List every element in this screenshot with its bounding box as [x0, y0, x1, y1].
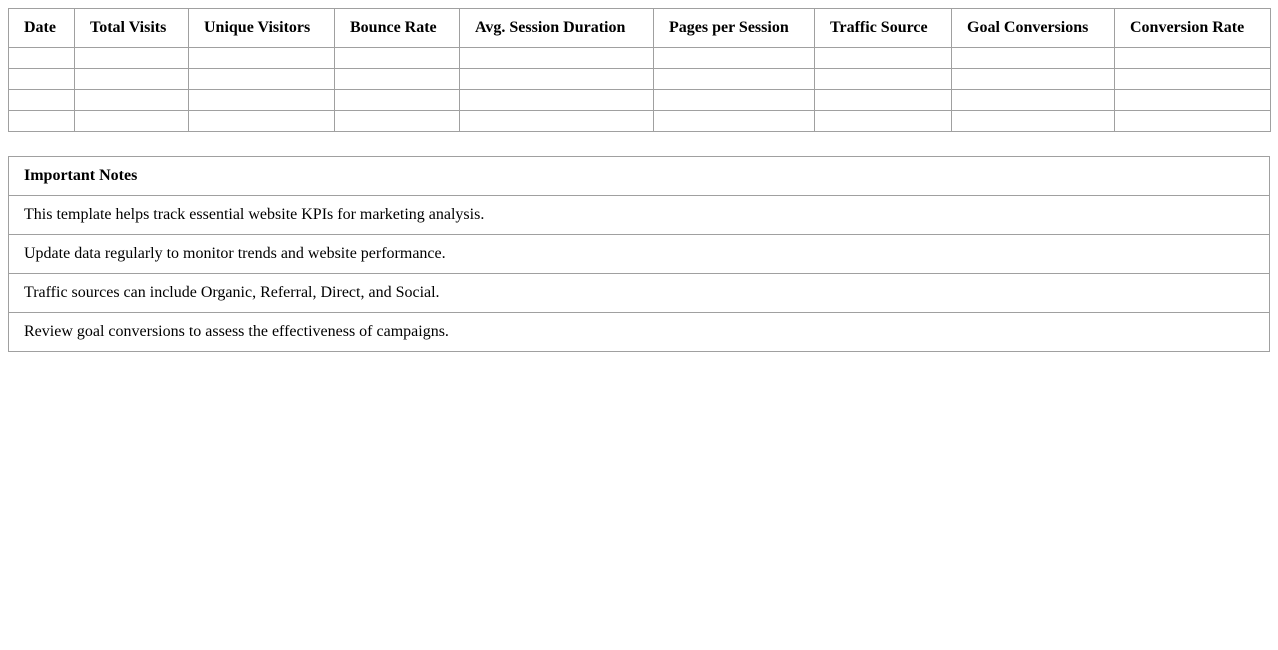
note-row	[9, 313, 1270, 352]
notes-header-row	[9, 157, 1270, 196]
table-cell[interactable]	[335, 111, 460, 132]
table-cell[interactable]	[460, 48, 654, 69]
table-cell[interactable]	[75, 111, 189, 132]
table-cell[interactable]	[952, 48, 1115, 69]
table-cell[interactable]	[9, 90, 75, 111]
table-cell[interactable]	[189, 48, 335, 69]
column-header-avg-session-duration: Avg. Session Duration	[460, 9, 654, 48]
column-header-pages-per-session: Pages per Session	[654, 9, 815, 48]
table-cell[interactable]	[335, 90, 460, 111]
table-cell[interactable]	[1115, 111, 1271, 132]
table-cell[interactable]	[952, 111, 1115, 132]
table-cell[interactable]	[9, 69, 75, 90]
column-header-unique-visitors: Unique Visitors	[189, 9, 335, 48]
table-cell[interactable]	[189, 111, 335, 132]
table-cell[interactable]	[815, 48, 952, 69]
table-header-row	[9, 9, 1271, 48]
note-row	[9, 196, 1270, 235]
table-cell[interactable]	[815, 90, 952, 111]
column-header-total-visits: Total Visits	[75, 9, 189, 48]
table-cell[interactable]	[75, 90, 189, 111]
table-cell[interactable]	[1115, 90, 1271, 111]
table-row	[9, 69, 1271, 90]
table-cell[interactable]	[335, 48, 460, 69]
table-cell[interactable]	[460, 69, 654, 90]
table-cell[interactable]	[189, 90, 335, 111]
table-cell[interactable]	[654, 48, 815, 69]
note-row	[9, 235, 1270, 274]
table-cell[interactable]	[189, 69, 335, 90]
note-item: This template helps track essential website KPIs for marketing analysis.	[9, 196, 1270, 235]
note-item: Review goal conversions to assess the effectiveness of campaigns.	[9, 313, 1270, 352]
kpi-table	[8, 8, 1271, 132]
table-cell[interactable]	[9, 48, 75, 69]
table-cell[interactable]	[1115, 48, 1271, 69]
column-header-traffic-source: Traffic Source	[815, 9, 952, 48]
notes-heading: Important Notes	[9, 157, 1270, 196]
table-cell[interactable]	[460, 111, 654, 132]
table-cell[interactable]	[460, 90, 654, 111]
note-row	[9, 274, 1270, 313]
table-cell[interactable]	[1115, 69, 1271, 90]
table-cell[interactable]	[75, 48, 189, 69]
table-cell[interactable]	[335, 69, 460, 90]
notes-table	[8, 156, 1270, 352]
table-cell[interactable]	[654, 111, 815, 132]
column-header-date: Date	[9, 9, 75, 48]
column-header-goal-conversions: Goal Conversions	[952, 9, 1115, 48]
note-item: Traffic sources can include Organic, Referral, Direct, and Social.	[9, 274, 1270, 313]
column-header-conversion-rate: Conversion Rate	[1115, 9, 1271, 48]
table-cell[interactable]	[75, 69, 189, 90]
table-cell[interactable]	[654, 69, 815, 90]
table-row	[9, 90, 1271, 111]
table-cell[interactable]	[815, 69, 952, 90]
column-header-bounce-rate: Bounce Rate	[335, 9, 460, 48]
table-cell[interactable]	[952, 69, 1115, 90]
table-cell[interactable]	[815, 111, 952, 132]
table-cell[interactable]	[952, 90, 1115, 111]
table-row	[9, 111, 1271, 132]
table-cell[interactable]	[9, 111, 75, 132]
table-cell[interactable]	[654, 90, 815, 111]
table-row	[9, 48, 1271, 69]
note-item: Update data regularly to monitor trends and website performance.	[9, 235, 1270, 274]
